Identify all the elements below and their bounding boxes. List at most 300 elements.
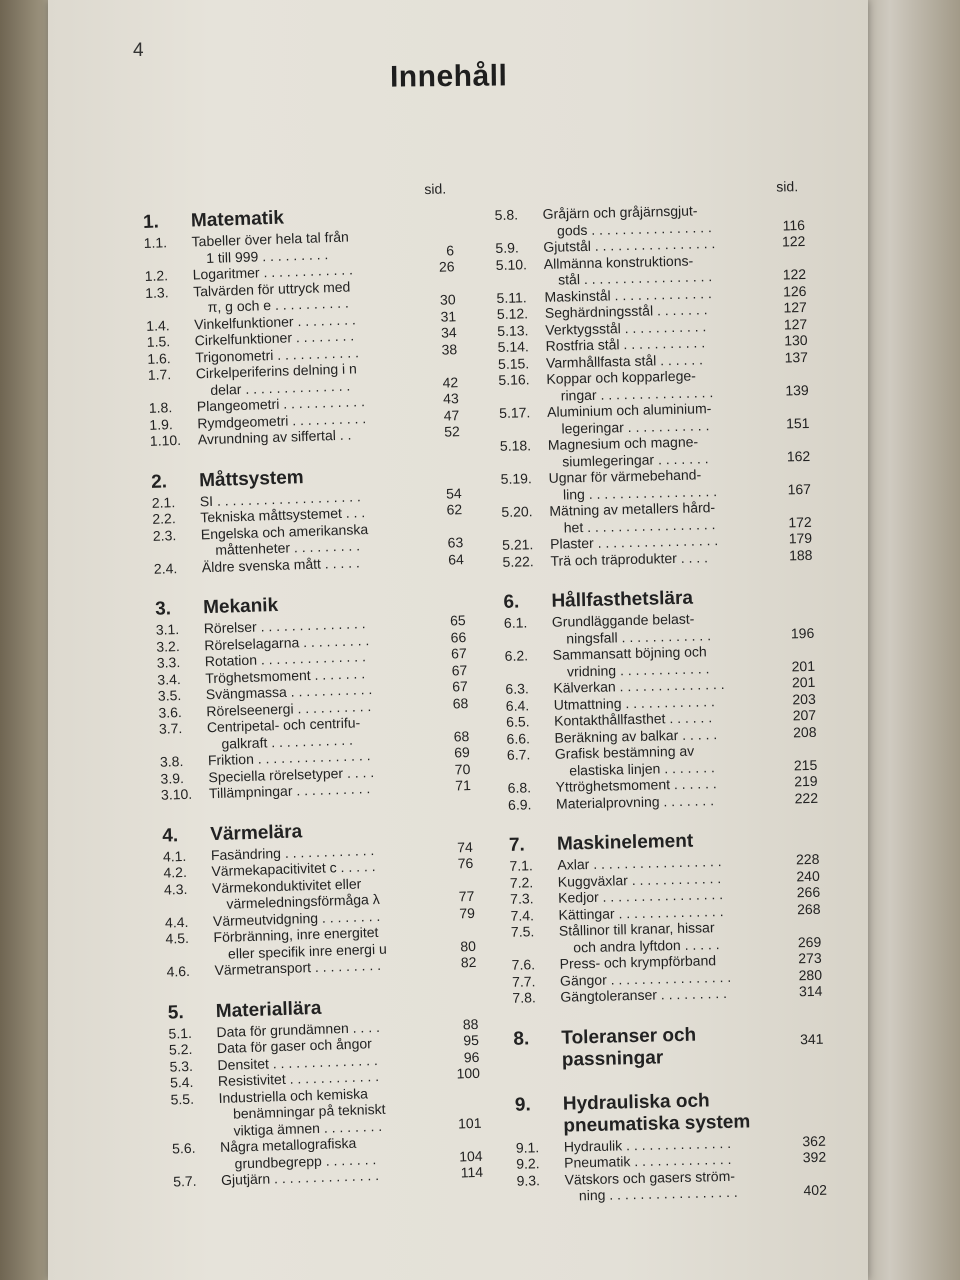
entry-number: 4.3. [163, 880, 188, 898]
entry-title-line: Seghärdningsstål . . . . . . . [544, 301, 708, 321]
entry-page: 30 [439, 291, 456, 308]
entry-title-line: Avrundning av siffertal . . [197, 426, 352, 448]
entry-title-line: Axlar . . . . . . . . . . . . . . . . . [557, 853, 722, 873]
entry-page: 172 [788, 513, 812, 530]
entry-number: 5.20. [501, 503, 533, 520]
entry-title [548, 465, 771, 503]
entry-title-line: benämningar på tekniskt [232, 1100, 386, 1122]
entry-title-line: gods . . . . . . . . . . . . . . . . [556, 218, 713, 239]
sid-label-right: sid. [776, 178, 799, 195]
entry-page: 314 [798, 982, 823, 1000]
entry-page: 228 [795, 850, 820, 868]
entry-title-line: Rymdgeometri . . . . . . . . . . [197, 409, 367, 431]
entry-title-line: Materialprovning . . . . . . . [555, 791, 715, 812]
entry-title-line: Ugnar för värmebehand- [548, 466, 702, 486]
entry-number: 4.6. [166, 962, 191, 980]
entry-title-line: Utmattning . . . . . . . . . . . . [553, 692, 715, 713]
entry-title-line: Stållinor till kranar, hissar [558, 919, 715, 939]
entry-number: 3.2. [156, 637, 180, 655]
entry-title-line: ningsfall . . . . . . . . . . . . [566, 626, 712, 646]
section-page: 341 [799, 1030, 824, 1047]
entry-title-line: Aluminium och aluminium- [546, 400, 712, 420]
entry-number: 1.9. [149, 415, 173, 433]
entry-title-line: Hydraulik . . . . . . . . . . . . . . [563, 1134, 732, 1155]
entry-page: 6 [445, 241, 455, 258]
entry-number: 4.2. [163, 863, 188, 881]
section-page [432, 815, 473, 838]
entry-page: 67 [451, 678, 468, 695]
entry-page: 201 [791, 657, 816, 674]
entry-page: 127 [783, 298, 808, 316]
entry-page: 68 [453, 727, 470, 744]
section-title: Mekanik [202, 594, 279, 619]
toc-section [143, 202, 460, 449]
toc-column-right [494, 178, 828, 1227]
section-page [785, 1087, 826, 1132]
entry-page: 203 [792, 690, 816, 707]
entry-page: 188 [788, 546, 813, 563]
entry-number: 1.3. [144, 283, 169, 301]
section-title: Värmelära [209, 820, 303, 845]
entry-number: 6.9. [507, 795, 532, 813]
entry-title-line: Sammansatt böjning och [552, 643, 707, 663]
entry-title [547, 399, 770, 437]
entry-page: 268 [796, 900, 821, 917]
entry-number: 9.2. [516, 1155, 540, 1172]
entry-page: 66 [450, 628, 467, 646]
entry-title-line: Cirkelperiferins delning i n [195, 360, 358, 382]
entry-number: 5.1. [168, 1024, 193, 1042]
entry-title-line: Kättingar . . . . . . . . . . . . . . [558, 902, 724, 923]
entry-number: 5.21. [501, 536, 534, 553]
entry-title-line: Engelska och amerikanska [200, 520, 369, 542]
entry-title-line: Friktion . . . . . . . . . . . . . . . [207, 747, 371, 769]
entry-title-line: het . . . . . . . . . . . . . . . . . [563, 515, 716, 536]
section-page [413, 202, 454, 225]
entry-number: 6.1. [503, 614, 528, 631]
toc-section [513, 1021, 824, 1072]
entry-page: 167 [787, 480, 812, 497]
entry-title-line: vridning . . . . . . . . . . . . [566, 659, 710, 679]
entry-number: 5.13. [497, 321, 529, 339]
entry-number: 6.8. [507, 779, 532, 796]
entry-title-line: ling . . . . . . . . . . . . . . . . . [562, 482, 718, 503]
entry-title-line: Gängor . . . . . . . . . . . . . . . . [559, 968, 732, 989]
entry-number: 7.1. [509, 857, 533, 874]
entry-number: 5.4. [169, 1073, 194, 1091]
entry-title-line: värmeledningsförmåga λ [226, 890, 380, 912]
entry-title-line: Vinkelfunktioner . . . . . . . . [193, 310, 357, 332]
entry-title-line: Verktygsstål . . . . . . . . . . . [545, 317, 707, 338]
entry-title-line: Yttröghetsmoment . . . . . . [555, 775, 717, 795]
entry-title [542, 201, 765, 239]
entry-number: 5.22. [502, 552, 534, 570]
entry-title-line: Beräkning av balkar . . . . . [554, 725, 718, 746]
entry-title-line: Värmekapacitivitet c . . . . . [211, 858, 376, 880]
entry-title [549, 498, 772, 536]
entry-title-line: Speciella rörelsetyper . . . . [208, 763, 375, 785]
section-title: Toleranser och passningar [561, 1024, 697, 1071]
entry-title-line: Koppar och kopparlege- [546, 367, 696, 387]
entry-title-line: Tillämpningar . . . . . . . . . . [208, 780, 371, 802]
section-title: Måttsystem [198, 466, 304, 491]
entry-page: 88 [462, 1015, 479, 1032]
toc-section [155, 589, 471, 803]
entry-title-line: Gråjärn och gråjärnsgjut- [542, 202, 698, 222]
entry-page: 34 [440, 324, 457, 341]
entry-number: 1.8. [148, 399, 173, 416]
entry-title-line: grundbegrepp . . . . . . . [234, 1150, 377, 1172]
entry-title-line: Gängtoleranser . . . . . . . . . [560, 984, 728, 1005]
entry-number: 1.5. [146, 333, 171, 350]
entry-title-line: måttenheter . . . . . . . . . [215, 537, 361, 558]
entry-page: 67 [451, 661, 468, 679]
entry-page: 269 [797, 933, 822, 950]
entry-title-line: elastiska linjen . . . . . . . [569, 758, 715, 778]
entry-number: 6.3. [505, 680, 529, 697]
entry-number: 7.7. [511, 972, 536, 990]
entry-title-line: Resistivitet . . . . . . . . . . . . [217, 1067, 380, 1090]
entry-number: 4.4. [164, 913, 189, 931]
entry-number: 6.2. [504, 647, 529, 664]
entry-number: 7.5. [510, 923, 535, 940]
toc-entry [516, 1165, 827, 1205]
entry-page: 38 [441, 340, 458, 358]
entry-title-line: stål . . . . . . . . . . . . . . . . . [557, 268, 713, 288]
entry-title [552, 642, 775, 680]
entry-title-line: Trigonometri . . . . . . . . . . . [195, 343, 360, 365]
entry-number: 6.6. [506, 729, 531, 747]
entry-page: 114 [460, 1163, 484, 1181]
entry-number: 3.5. [157, 687, 182, 704]
entry-title-line: Mätning av metallers hård- [549, 499, 716, 519]
section-number: 3. [154, 598, 172, 620]
entry-page: 201 [791, 673, 816, 691]
entry-page: 64 [447, 550, 464, 568]
entry-number: 5.18. [499, 437, 532, 454]
entry-title [555, 741, 778, 779]
entry-page: 126 [782, 282, 807, 299]
section-heading [515, 1087, 826, 1138]
entry-number: 3.9. [160, 769, 185, 787]
section-number: 8. [513, 1027, 530, 1050]
entry-page: 70 [454, 760, 471, 777]
entry-number: 3.6. [158, 703, 183, 721]
entry-page: 104 [458, 1147, 483, 1165]
entry-page: 54 [445, 484, 462, 502]
entry-number: 1.1. [143, 234, 168, 251]
section-title: Hydrauliska och pneumatiska system [562, 1089, 751, 1137]
section-number: 9. [514, 1093, 531, 1116]
entry-title [218, 1083, 441, 1139]
page-number: 4 [133, 40, 144, 61]
section-page [437, 992, 478, 1015]
entry-page: 63 [447, 534, 464, 551]
sid-label-left: sid. [424, 180, 447, 198]
entry-page: 77 [458, 887, 475, 905]
entry-title-line: Rostfria stål . . . . . . . . . . . [545, 334, 706, 354]
entry-number: 6.5. [506, 713, 530, 730]
entry-page: 79 [459, 904, 476, 921]
entry-title-line: Tröghetsmoment . . . . . . . [205, 664, 366, 686]
entry-title-line: Rörelser . . . . . . . . . . . . . . [203, 615, 366, 637]
entry-title [559, 918, 782, 956]
section-title: Matematik [190, 207, 285, 232]
entry-title-line: Gjutstål . . . . . . . . . . . . . . . . [543, 234, 716, 255]
entry-number: 5.11. [496, 288, 527, 306]
entry-page: 65 [449, 612, 466, 629]
entry-page: 392 [802, 1148, 827, 1166]
entry-number: 5.10. [495, 255, 528, 273]
toc-column-left [142, 180, 484, 1212]
entry-title-line: Rörelseenergi . . . . . . . . . . [206, 697, 372, 719]
entry-number: 3.7. [158, 720, 183, 737]
entry-title-line: Rörelselagarna . . . . . . . . . [204, 631, 370, 653]
entry-number: 4.1. [162, 847, 187, 865]
toc-section [494, 200, 812, 570]
entry-number: 7.8. [512, 989, 536, 1006]
entry-title-line: ning . . . . . . . . . . . . . . . . . [578, 1183, 738, 1204]
entry-page: 151 [785, 414, 810, 431]
entry-number: 5.3. [169, 1057, 194, 1075]
entry-title-line: Maskinstål . . . . . . . . . . . . . [544, 284, 712, 305]
entry-title-line: SI . . . . . . . . . . . . . . . . . . . [199, 487, 362, 509]
entry-number: 3.1. [155, 621, 180, 638]
entry-title-line: Press- och krympförband [559, 952, 717, 972]
entry-title-line: Förbränning, inre energitet [213, 923, 379, 946]
entry-page: 62 [446, 501, 463, 518]
entry-number: 5.7. [172, 1172, 197, 1190]
section-number: 2. [150, 470, 168, 493]
entry-number: 4.5. [165, 929, 190, 947]
entry-page: 74 [456, 838, 474, 855]
section-number: 4. [161, 824, 179, 847]
entry-number: 2.4. [153, 559, 178, 577]
entry-page: 43 [442, 390, 459, 407]
toc-section [509, 828, 823, 1006]
entry-page: 402 [803, 1181, 828, 1199]
entry-title-line: Varmhållfasta stål . . . . . . [545, 350, 704, 371]
entry-title-line: Magnesium och magne- [547, 433, 699, 453]
entry-page: 26 [438, 258, 455, 275]
entry-title-line: Grafisk bestämning av [554, 742, 695, 762]
entry-number: 7.4. [510, 906, 535, 924]
entry-number: 3.4. [157, 670, 181, 688]
entry-number: 5.2. [168, 1040, 193, 1058]
toc-section [151, 462, 464, 577]
entry-page: 222 [794, 789, 819, 806]
entry-title-line: Äldre svenska mått . . . . . [201, 553, 360, 575]
entry-page: 52 [443, 423, 460, 440]
entry-number: 5.15. [497, 354, 530, 372]
entry-number: 9.3. [516, 1171, 541, 1189]
entry-title-line: Kedjor . . . . . . . . . . . . . . . . [558, 885, 724, 906]
entry-page: 122 [782, 265, 807, 283]
entry-number: 2.2. [152, 510, 176, 527]
section-page [773, 585, 813, 608]
entry-title-line: Densitet . . . . . . . . . . . . . . [217, 1051, 378, 1073]
section-number: 7. [508, 834, 526, 856]
entry-title-line: ringar . . . . . . . . . . . . . . . [560, 383, 714, 404]
entry-page: 266 [796, 883, 821, 901]
entry-title-line: galkraft . . . . . . . . . . . [221, 731, 354, 752]
entry-title-line: Rotation . . . . . . . . . . . . . . [204, 648, 367, 670]
entry-title-line: och andra lyftdon . . . . . [573, 935, 720, 955]
entry-page: 139 [785, 381, 809, 398]
toc-sections-right [494, 200, 827, 1205]
entry-title-line: delar . . . . . . . . . . . . . . [210, 377, 351, 398]
entry-page: 82 [460, 953, 477, 971]
entry-number: 7.3. [510, 890, 534, 907]
entry-title-line: Vätskors och gasers ström- [564, 1167, 736, 1188]
section-title: Hållfasthetslära [551, 587, 694, 612]
entry-number: 7.6. [511, 956, 536, 973]
entry-title [546, 366, 769, 404]
section-page [421, 462, 462, 485]
entry-title-line: Värmetransport . . . . . . . . . [214, 956, 382, 979]
toc-section [503, 585, 818, 813]
entry-title-line: Gjutjärn . . . . . . . . . . . . . . [220, 1167, 380, 1188]
entry-page: 69 [453, 743, 471, 761]
entry-title-line: 1 till 999 . . . . . . . . . [205, 245, 329, 266]
entry-page: 362 [802, 1132, 826, 1149]
entry-number: 6.7. [506, 746, 531, 763]
entry-number: 1.10. [149, 431, 182, 449]
entry-number: 1.4. [146, 316, 170, 334]
entry-number: 6.4. [505, 696, 530, 714]
entry-title-line: Industriella och kemiska [218, 1084, 369, 1106]
section-title: Materiallära [215, 997, 322, 1022]
entry-title-line: Centripetal- och centrifu- [206, 714, 361, 736]
entry-title-line: Svängmassa . . . . . . . . . . . [205, 681, 373, 703]
entry-title-line: Värmekonduktivitet eller [211, 874, 362, 896]
entry-title-line: Värmeutvidgning . . . . . . . . [212, 907, 381, 929]
entry-title [548, 432, 771, 470]
toc-section [515, 1087, 827, 1205]
entry-title-line: Kälverkan . . . . . . . . . . . . . . [553, 675, 725, 696]
entry-title-line: Data för grundämnen . . . . [216, 1018, 381, 1040]
entry-title [552, 609, 775, 647]
entry-title-line: Logaritmer . . . . . . . . . . . . [192, 261, 354, 283]
entry-page: 196 [790, 624, 815, 641]
entry-number: 9.1. [515, 1138, 540, 1156]
entry-title-line: legeringar . . . . . . . . . . . [561, 416, 710, 437]
entry-page: 130 [784, 331, 808, 349]
entry-page: 67 [450, 645, 467, 662]
entry-number: 5.19. [500, 470, 532, 487]
toc-section [162, 815, 477, 980]
entry-number: 1.7. [147, 366, 172, 383]
entry-title [564, 1166, 787, 1204]
entry-number: 5.17. [498, 404, 531, 421]
entry-number: 7.2. [509, 873, 534, 891]
entry-page: 100 [456, 1064, 481, 1082]
entry-title-line: π, g och e . . . . . . . . . . [207, 294, 350, 315]
entry-title-line: Fasändring . . . . . . . . . . . . [210, 841, 375, 863]
entry-title-line: Kuggväxlar . . . . . . . . . . . . [557, 869, 722, 890]
section-page [425, 589, 466, 612]
section-number: 1. [142, 211, 160, 233]
entry-title-line: Allmänna konstruktions- [543, 252, 694, 272]
entry-number: 1.6. [147, 349, 171, 367]
entry-number: 2.1. [151, 493, 176, 511]
entry-number: 5.14. [497, 338, 529, 355]
entry-title-line: Talvärden för uttryck med [192, 278, 351, 299]
entry-title-line: viktiga ämnen . . . . . . . . [233, 1117, 383, 1139]
entry-page: 273 [798, 949, 822, 967]
entry-title-line: Tekniska måttsystemet . . . [200, 504, 366, 526]
entry-page: 95 [463, 1031, 480, 1049]
entry-page: 68 [452, 694, 469, 711]
entry-number: 3.8. [159, 752, 184, 770]
entry-title [544, 250, 767, 288]
entry-number: 1.2. [144, 267, 169, 284]
toc-section [168, 992, 484, 1190]
entry-page: 47 [443, 406, 460, 424]
entry-number: 5.12. [496, 305, 529, 322]
entry-title-line: Data för gaser och ångor [216, 1035, 373, 1057]
entry-title-line: Pneumatik . . . . . . . . . . . . . [564, 1150, 732, 1171]
entry-title-line: Plaster . . . . . . . . . . . . . . . . [549, 532, 719, 552]
entry-page: 280 [798, 966, 823, 983]
section-number: 6. [503, 591, 520, 613]
entry-title-line: Kontakthållfasthet . . . . . . [553, 709, 713, 729]
entry-page: 240 [796, 867, 820, 884]
section-page [779, 828, 819, 851]
entry-number: 5.6. [171, 1139, 196, 1157]
page-title: Innehåll [389, 59, 508, 94]
entry-title-line: Några metallografiska [219, 1134, 357, 1156]
entry-number: 2.3. [152, 526, 177, 544]
entry-page: 137 [784, 348, 809, 365]
entry-page: 219 [794, 772, 818, 790]
entry-page: 127 [783, 315, 808, 332]
entry-page: 42 [442, 373, 459, 391]
entry-number: 5.5. [170, 1090, 195, 1108]
entry-title-line: Grundläggande belast- [551, 610, 695, 630]
entry-page: 101 [457, 1114, 482, 1132]
section-heading [513, 1021, 824, 1072]
section-title: Maskinelement [556, 830, 694, 855]
entry-page: 76 [457, 854, 474, 872]
entry-page: 215 [793, 756, 818, 773]
entry-page: 179 [788, 529, 813, 547]
entry-number: 5.16. [498, 371, 530, 388]
entry-page: 116 [782, 216, 806, 233]
entry-title-line: siumlegeringar . . . . . . . [562, 449, 709, 470]
entry-title-line: Plangeometri . . . . . . . . . . . [196, 393, 366, 415]
adjacent-page-edge [860, 0, 960, 1280]
entry-page: 71 [455, 776, 472, 794]
section-number: 5. [167, 1001, 185, 1024]
entry-page: 122 [781, 232, 806, 250]
entry-page: 162 [786, 447, 811, 464]
entry-page: 31 [440, 307, 457, 325]
entry-number: 3.3. [156, 654, 181, 671]
entry-page: 208 [792, 723, 817, 740]
toc-sections-left [143, 202, 484, 1190]
entry-number: 5.9. [495, 239, 519, 256]
entry-page: 80 [460, 937, 477, 954]
entry-title-line: Tabeller över hela tal från [191, 228, 350, 250]
entry-title-line: Cirkelfunktioner . . . . . . . . [194, 327, 355, 349]
entry-title-line: Trä och träprodukter . . . . [550, 548, 709, 569]
entry-page: 207 [792, 706, 817, 724]
entry-number: 3.10. [160, 785, 193, 803]
entry-number: 5.8. [494, 206, 519, 223]
entry-title-line: eller specifik inre energi u [227, 940, 387, 962]
entry-page: 96 [463, 1048, 480, 1065]
